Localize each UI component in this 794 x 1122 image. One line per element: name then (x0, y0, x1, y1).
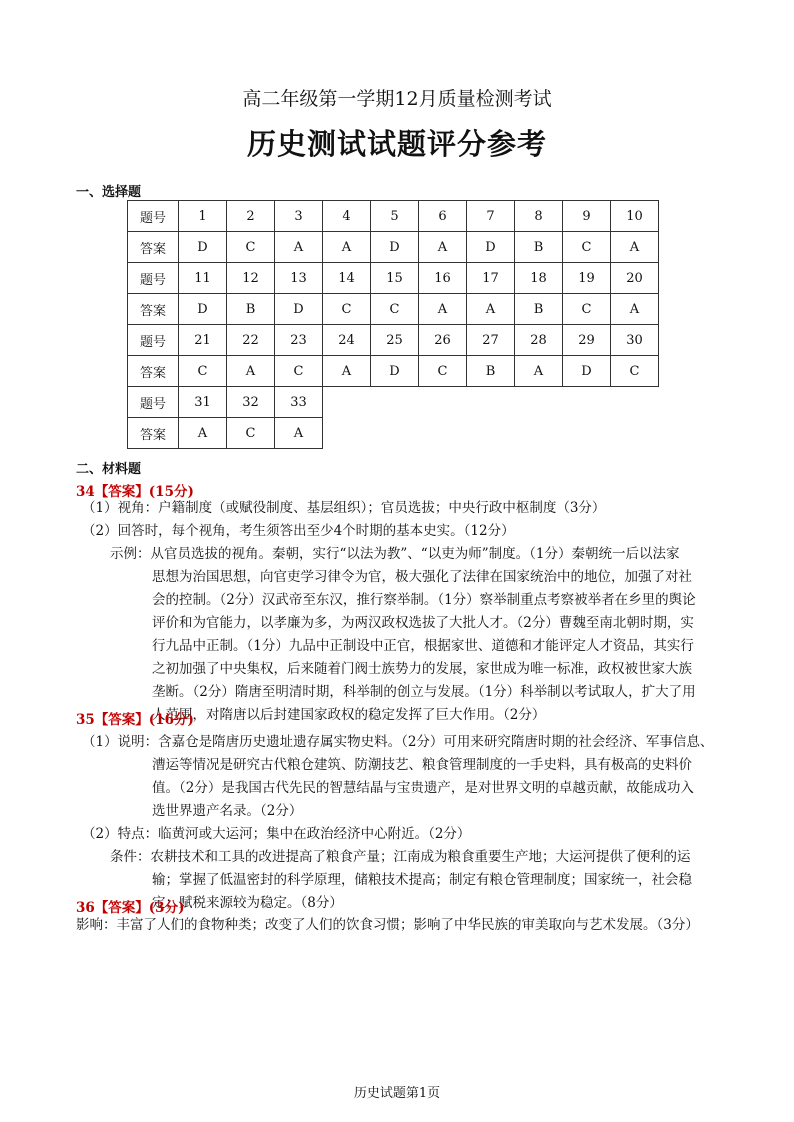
question-number-cell: 31 (179, 387, 227, 418)
answer-cell: A (419, 232, 467, 263)
answer-cell: C (419, 356, 467, 387)
q35-line: 定；赋税来源较为稳定。（8分） (152, 895, 343, 911)
empty-cell (515, 387, 563, 418)
q34-line: （2）回答时，每个视角，考生须答出至少4个时期的基本史实。（12分） (82, 523, 515, 539)
q35-line: 值。（2分）是我国古代先民的智慧结晶与宝贵遗产，是对世界文明的卓越贡献，故能成功入 (152, 780, 694, 796)
answer-row (128, 418, 659, 449)
question-number-cell: 5 (371, 201, 419, 232)
answer-table (127, 200, 659, 449)
question-number-row (128, 387, 659, 418)
answer-cell: C (227, 232, 275, 263)
empty-cell (323, 418, 371, 449)
q34-line: 评价和为官能力，以孝廉为多，为两汉政权选拔了大批人才。（2分）曹魏至南北朝时期，实 (152, 615, 694, 631)
row-label-question: 题号 (128, 387, 179, 418)
section-heading-choice: 一、选择题 (76, 185, 142, 200)
answer-row (128, 356, 659, 387)
question-number-cell: 17 (467, 263, 515, 294)
q35-line: （2）特点：临黄河或大运河；集中在政治经济中心附近。（2分） (82, 826, 471, 842)
answer-cell: C (371, 294, 419, 325)
q34-line: 会的控制。（2分）汉武帝至东汉，推行察举制。（1分）察举制重点考察被举者在乡里的舆论 (152, 592, 696, 608)
answer-cell: D (563, 356, 611, 387)
q34-line: 人范围，对隋唐以后封建国家政权的稳定发挥了巨大作用。（2分） (152, 707, 546, 723)
answer-cell: A (515, 356, 563, 387)
question-number-cell: 19 (563, 263, 611, 294)
q34-line: 行九品中正制。（1分）九品中正制设中正官，根据家世、道德和才能评定人才资品，其实行 (152, 638, 694, 654)
question-number-cell: 6 (419, 201, 467, 232)
question-number-cell: 14 (323, 263, 371, 294)
q34-line: 垄断。（2分）隋唐至明清时期，科举制的创立与发展。（1分）科举制以考试取人，扩大了用 (152, 684, 696, 700)
answer-cell: C (323, 294, 371, 325)
question-number-cell: 22 (227, 325, 275, 356)
answer-cell: C (275, 356, 323, 387)
question-number-cell: 11 (179, 263, 227, 294)
answer-cell: A (323, 356, 371, 387)
question-number-cell: 23 (275, 325, 323, 356)
question-number-cell: 12 (227, 263, 275, 294)
page-footer: 历史试题第1页 (353, 1086, 441, 1101)
row-label-answer: 答案 (128, 356, 179, 387)
empty-cell (611, 387, 659, 418)
question-number-cell: 1 (179, 201, 227, 232)
empty-cell (563, 387, 611, 418)
exam-subtitle: 高二年级第一学期12月质量检测考试 (242, 88, 552, 110)
question-number-cell: 9 (563, 201, 611, 232)
row-label-question: 题号 (128, 263, 179, 294)
answer-cell: C (611, 356, 659, 387)
answer-cell: C (227, 418, 275, 449)
q36-header: 36【答案】(3分) (76, 900, 185, 916)
section-heading-material: 二、材料题 (76, 462, 142, 477)
answer-cell: B (227, 294, 275, 325)
row-label-question: 题号 (128, 201, 179, 232)
question-number-cell: 24 (323, 325, 371, 356)
empty-cell (467, 418, 515, 449)
question-number-row (128, 325, 659, 356)
answer-cell: C (563, 232, 611, 263)
row-label-answer: 答案 (128, 232, 179, 263)
question-number-cell: 28 (515, 325, 563, 356)
question-number-row (128, 263, 659, 294)
question-number-cell: 26 (419, 325, 467, 356)
q36-line: 影响：丰富了人们的食物种类；改变了人们的饮食习惯；影响了中华民族的审美取向与艺术发展。（3分） (76, 917, 699, 933)
q35-line: 选世界遗产名录。（2分） (152, 803, 303, 819)
answer-cell: B (515, 232, 563, 263)
q34-line: 思想为治国思想，向官吏学习律令为官，极大强化了法律在国家统治中的地位，加强了对社 (152, 569, 692, 585)
q35-line: （1）说明：含嘉仓是隋唐历史遗址遗存属实物史料。（2分）可用来研究隋唐时期的社会经济、军事信息、 (82, 734, 714, 750)
question-number-cell: 2 (227, 201, 275, 232)
question-number-cell: 32 (227, 387, 275, 418)
empty-cell (467, 387, 515, 418)
answer-row (128, 294, 659, 325)
question-number-cell: 13 (275, 263, 323, 294)
q34-line: 示例：从官员选拔的视角。秦朝，实行“以法为教”、“以吏为师”制度。（1分）秦朝统一后以法家 (110, 546, 680, 562)
q35-line: 漕运等情况是研究古代粮仓建筑、防潮技艺、粮食管理制度的一手史料，具有极高的史料价 (152, 757, 692, 773)
answer-cell: C (179, 356, 227, 387)
question-number-cell: 20 (611, 263, 659, 294)
answer-cell: D (467, 232, 515, 263)
answer-cell: D (275, 294, 323, 325)
empty-cell (371, 387, 419, 418)
empty-cell (419, 387, 467, 418)
question-number-cell: 33 (275, 387, 323, 418)
q35-line: 输；掌握了低温密封的科学原理，储粮技术提高；制定有粮仓管理制度；国家统一，社会稳 (152, 872, 692, 888)
question-number-cell: 8 (515, 201, 563, 232)
q35-header: 35【答案】(16分) (76, 712, 194, 728)
answer-cell: C (563, 294, 611, 325)
answer-cell: A (419, 294, 467, 325)
answer-cell: B (515, 294, 563, 325)
question-number-cell: 10 (611, 201, 659, 232)
question-number-cell: 15 (371, 263, 419, 294)
answer-cell: A (467, 294, 515, 325)
question-number-row (128, 201, 659, 232)
question-number-cell: 25 (371, 325, 419, 356)
empty-cell (323, 387, 371, 418)
question-number-cell: 29 (563, 325, 611, 356)
answer-row (128, 232, 659, 263)
empty-cell (419, 418, 467, 449)
q34-line: 之初加强了中央集权，后来随着门阀士族势力的发展，家世成为唯一标准，政权被世家大族 (152, 661, 692, 677)
answer-cell: A (275, 232, 323, 263)
answer-cell: A (179, 418, 227, 449)
q34-line: （1）视角：户籍制度（或赋役制度、基层组织）；官员选拔；中央行政中枢制度（3分） (82, 500, 606, 516)
question-number-cell: 16 (419, 263, 467, 294)
page-title: 历史测试试题评分参考 (246, 127, 547, 161)
answer-cell: D (371, 356, 419, 387)
answer-cell: A (227, 356, 275, 387)
question-number-cell: 4 (323, 201, 371, 232)
answer-cell: A (275, 418, 323, 449)
row-label-answer: 答案 (128, 418, 179, 449)
empty-cell (563, 418, 611, 449)
answer-cell: D (179, 232, 227, 263)
row-label-answer: 答案 (128, 294, 179, 325)
answer-cell: A (611, 294, 659, 325)
q34-header: 34【答案】(15分) (76, 484, 194, 500)
question-number-cell: 18 (515, 263, 563, 294)
question-number-cell: 21 (179, 325, 227, 356)
q35-line: 条件：农耕技术和工具的改进提高了粮食产量；江南成为粮食重要生产地；大运河提供了便利的运 (110, 849, 691, 865)
empty-cell (371, 418, 419, 449)
question-number-cell: 7 (467, 201, 515, 232)
answer-cell: D (179, 294, 227, 325)
answer-cell: D (371, 232, 419, 263)
empty-cell (515, 418, 563, 449)
row-label-question: 题号 (128, 325, 179, 356)
question-number-cell: 3 (275, 201, 323, 232)
answer-cell: A (323, 232, 371, 263)
question-number-cell: 30 (611, 325, 659, 356)
empty-cell (611, 418, 659, 449)
question-number-cell: 27 (467, 325, 515, 356)
answer-cell: A (611, 232, 659, 263)
answer-cell: B (467, 356, 515, 387)
